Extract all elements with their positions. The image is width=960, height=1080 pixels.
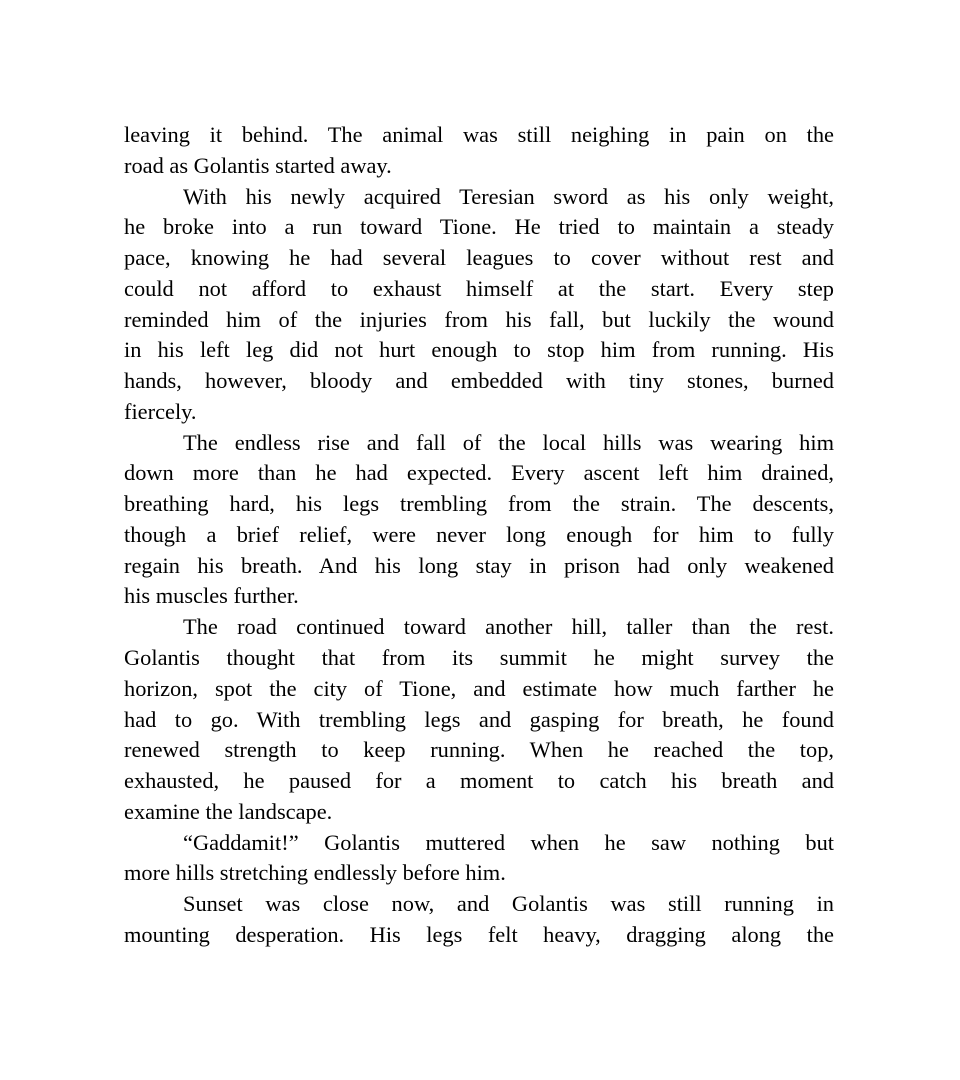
text-line: his muscles further. — [124, 583, 299, 609]
text-line: reminded him of the injuries from his fall, but luckily the wound — [124, 306, 834, 332]
text-line: more hills stretching endlessly before him. — [124, 860, 506, 886]
paragraph — [124, 828, 834, 890]
paragraph — [124, 182, 834, 428]
text-line: “Gaddamit!” Golantis muttered when he saw nothing but — [183, 829, 834, 855]
text-line: hands, however, bloody and embedded with tiny stones, burned — [124, 368, 834, 394]
text-line: The road continued toward another hill, taller than the rest. — [183, 614, 834, 640]
paragraph — [124, 120, 834, 182]
text-line: Golantis thought that from its summit he might survey the — [124, 645, 834, 671]
text-line: The endless rise and fall of the local hills was wearing him — [183, 429, 834, 455]
text-line: regain his breath. And his long stay in prison had only weakened — [124, 552, 834, 578]
text-line: in his left leg did not hurt enough to stop him from running. His — [124, 337, 834, 363]
text-line: pace, knowing he had several leagues to cover without rest and — [124, 245, 834, 271]
paragraph — [124, 889, 834, 951]
text-line: he broke into a run toward Tione. He tried to maintain a steady — [124, 214, 834, 240]
text-line: fiercely. — [124, 398, 197, 424]
text-line: horizon, spot the city of Tione, and estimate how much farther he — [124, 675, 834, 701]
page-text — [124, 120, 834, 951]
text-line: Sunset was close now, and Golantis was still running in — [183, 891, 834, 917]
text-line: mounting desperation. His legs felt heavy, dragging along the — [124, 921, 834, 947]
text-line: renewed strength to keep running. When he reached the top, — [124, 737, 834, 763]
paragraph — [124, 612, 834, 827]
text-line: could not afford to exhaust himself at the start. Every step — [124, 275, 834, 301]
text-line: breathing hard, his legs trembling from the strain. The descents, — [124, 491, 834, 517]
text-line: though a brief relief, were never long enough for him to fully — [124, 521, 834, 547]
paragraph — [124, 428, 834, 613]
text-line: examine the landscape. — [124, 798, 333, 824]
text-line: down more than he had expected. Every ascent left him drained, — [124, 460, 834, 486]
text-line: had to go. With trembling legs and gasping for breath, he found — [124, 706, 834, 732]
text-line: With his newly acquired Teresian sword as his only weight, — [183, 183, 834, 209]
text-line: leaving it behind. The animal was still neighing in pain on the — [124, 122, 834, 147]
text-line: road as Golantis started away. — [124, 152, 392, 178]
text-line: exhausted, he paused for a moment to catch his breath and — [124, 768, 834, 794]
